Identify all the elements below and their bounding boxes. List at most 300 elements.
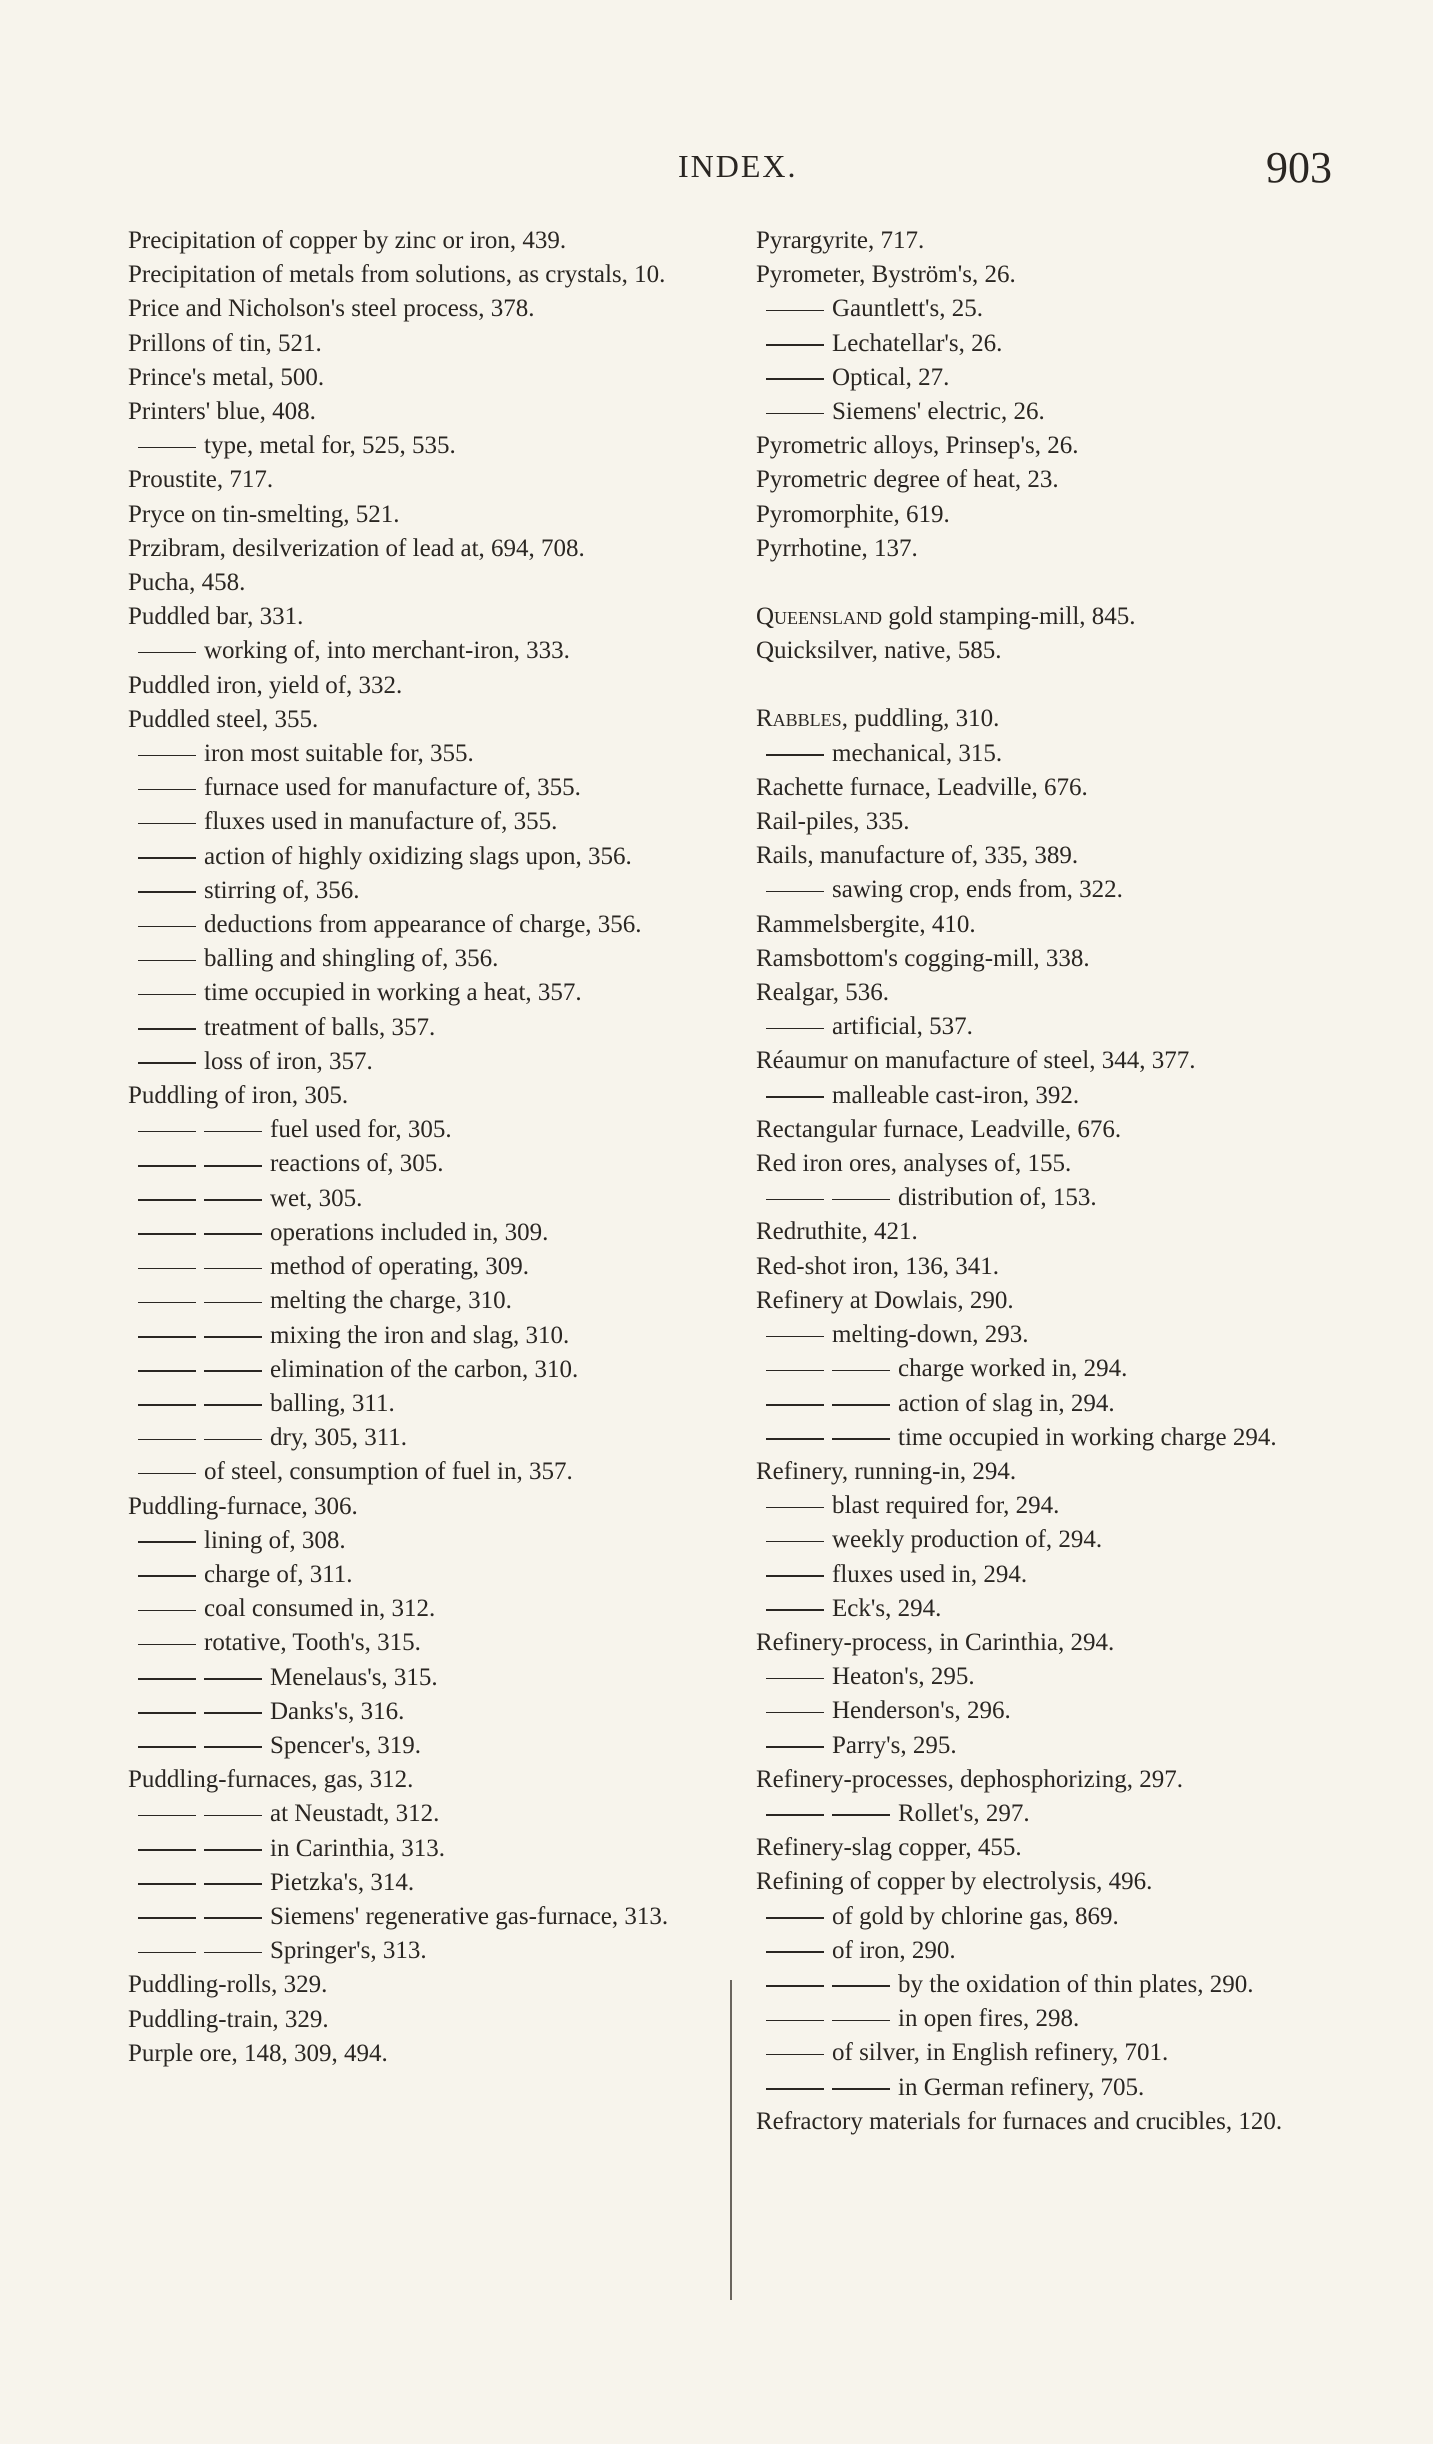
index-entry (128, 1968, 728, 2002)
column-divider (730, 1980, 732, 2300)
ditto-dash (138, 1404, 196, 1406)
section-gap (756, 566, 1336, 600)
index-entry (128, 258, 728, 292)
index-entry (128, 1079, 728, 1113)
ditto-dash (832, 1814, 890, 1816)
ditto-dash (138, 1644, 196, 1646)
entry-text: Proustite, 717. (128, 466, 274, 494)
index-entry (756, 805, 1336, 839)
entry-text: Spencer's, 319. (270, 1731, 422, 1759)
entry-text: Refinery, running-in, 294. (756, 1457, 1017, 1485)
ditto-dash (138, 1439, 196, 1441)
ditto-dash (138, 1575, 196, 1577)
ditto-dash (204, 1712, 262, 1714)
ditto-dash (138, 1473, 196, 1475)
ditto-dash (832, 1985, 890, 1987)
ditto-dash (204, 1678, 262, 1680)
index-subentry (756, 1079, 1336, 1113)
entry-text: Prince's metal, 500. (128, 363, 325, 391)
index-subentry (128, 1011, 728, 1045)
entry-text: mixing the iron and slag, 310. (270, 1321, 570, 1349)
ditto-dash (138, 891, 196, 893)
ditto-dash (766, 1438, 824, 1440)
index-entry (128, 224, 728, 258)
index-entry (756, 429, 1336, 463)
index-subentry (756, 1010, 1336, 1044)
entry-text: Danks's, 316. (270, 1697, 405, 1725)
entry-text: stirring of, 356. (204, 876, 360, 904)
entry-text: Precipitation of metals from solutions, as crystals, 10. (128, 261, 666, 289)
index-entry (756, 600, 1336, 634)
index-entry (756, 1215, 1336, 1249)
section-gap (756, 668, 1336, 702)
ditto-dash (766, 1917, 824, 1919)
ditto-dash (766, 891, 824, 893)
ditto-dash (138, 994, 196, 996)
entry-text: charge of, 311. (204, 1560, 353, 1588)
ditto-dash (766, 1370, 824, 1372)
index-subentry (128, 840, 728, 874)
ditto-dash (138, 1302, 196, 1304)
ditto-dash (766, 1985, 824, 1987)
entry-text: malleable cast-iron, 392. (832, 1081, 1080, 1109)
ditto-dash (138, 1712, 196, 1714)
ditto-dash (138, 1233, 196, 1235)
entry-text: Pyrargyrite, 717. (756, 227, 925, 254)
index-entry (128, 703, 728, 737)
ditto-dash (766, 1096, 824, 1098)
ditto-dash (138, 1028, 196, 1030)
index-subentry (756, 1592, 1336, 1626)
entry-text: Rails, manufacture of, 335, 389. (756, 842, 1079, 870)
index-subentry (756, 1352, 1336, 1386)
ditto-dash (766, 1814, 824, 1816)
index-subentry (128, 1695, 728, 1729)
entry-text: sawing crop, ends from, 322. (832, 876, 1123, 904)
ditto-dash (138, 1062, 196, 1064)
ditto-dash (138, 1952, 196, 1954)
index-entry (128, 292, 728, 326)
entry-text: Pyromorphite, 619. (756, 500, 950, 528)
entry-text: Henderson's, 296. (832, 1697, 1011, 1725)
ditto-dash (138, 823, 196, 825)
index-subentry (128, 1147, 728, 1181)
ditto-dash (204, 1439, 262, 1441)
entry-text: dry, 305, 311. (270, 1424, 408, 1452)
index-subentry (128, 908, 728, 942)
entry-text: action of highly oxidizing slags upon, 356. (204, 842, 632, 870)
index-entry (128, 327, 728, 361)
ditto-dash (138, 447, 196, 449)
entry-text: Siemens' electric, 26. (832, 398, 1045, 426)
index-subentry (756, 1968, 1336, 2002)
index-entry (128, 361, 728, 395)
ditto-dash (832, 2020, 890, 2022)
index-subentry (128, 1387, 728, 1421)
index-entry (756, 1113, 1336, 1147)
ditto-dash (766, 1575, 824, 1577)
ditto-dash (766, 1678, 824, 1680)
index-subentry (128, 1455, 728, 1489)
entry-text: time occupied in working a heat, 357. (204, 979, 582, 1007)
index-subentry (756, 1523, 1336, 1557)
entry-text: type, metal for, 525, 535. (204, 432, 456, 460)
ditto-dash (832, 1370, 890, 1372)
entry-text: Precipitation of copper by zinc or iron, 439. (128, 227, 567, 254)
entry-text: Springer's, 313. (270, 1937, 427, 1965)
ditto-dash (766, 1199, 824, 1201)
ditto-dash (204, 1199, 262, 1201)
index-subentry (128, 1216, 728, 1250)
entry-text: Gauntlett's, 25. (832, 295, 984, 323)
entry-text: Queensland gold stamping-mill, 845. (756, 603, 1136, 631)
index-entry (756, 1455, 1336, 1489)
ditto-dash (204, 1302, 262, 1304)
index-entry (128, 532, 728, 566)
index-entry (756, 771, 1336, 805)
index-entry (128, 1763, 728, 1797)
index-entry (756, 702, 1336, 736)
entry-text: Przibram, desilverization of lead at, 694, 708. (128, 534, 585, 562)
index-entry (756, 1626, 1336, 1660)
ditto-dash (138, 1678, 196, 1680)
page-header (0, 138, 1433, 198)
entry-text: Puddled steel, 355. (128, 705, 319, 733)
entry-text: Ramsbottom's cogging-mill, 338. (756, 944, 1090, 972)
ditto-dash (138, 652, 196, 654)
ditto-dash (138, 926, 196, 928)
ditto-dash (832, 1438, 890, 1440)
ditto-dash (766, 2020, 824, 2022)
index-subentry (128, 976, 728, 1010)
entry-text: Eck's, 294. (832, 1594, 942, 1622)
entry-text: furnace used for manufacture of, 355. (204, 774, 581, 802)
ditto-dash (204, 1917, 262, 1919)
index-subentry (756, 292, 1336, 326)
ditto-dash (138, 1849, 196, 1851)
index-subentry (756, 327, 1336, 361)
index-subentry (128, 1421, 728, 1455)
entry-text: elimination of the carbon, 310. (270, 1355, 579, 1383)
ditto-dash (138, 1131, 196, 1133)
index-entry (756, 1865, 1336, 1899)
index-subentry (128, 1934, 728, 1968)
entry-text: of gold by chlorine gas, 869. (832, 1902, 1119, 1930)
index-subentry (128, 1900, 728, 1934)
index-subentry (128, 1182, 728, 1216)
index-subentry (756, 1489, 1336, 1523)
entry-text: Realgar, 536. (756, 979, 889, 1007)
entry-text: lining of, 308. (204, 1526, 346, 1554)
index-subentry (756, 1934, 1336, 1968)
ditto-dash (138, 1883, 196, 1885)
ditto-dash (766, 2088, 824, 2090)
entry-text: iron most suitable for, 355. (204, 740, 474, 768)
entry-text: Puddling-furnaces, gas, 312. (128, 1766, 414, 1794)
index-subentry (756, 1900, 1336, 1934)
entry-text: Puddled iron, yield of, 332. (128, 671, 403, 699)
entry-text: Rail-piles, 335. (756, 808, 910, 836)
entry-text: Puddled bar, 331. (128, 603, 304, 631)
ditto-dash (138, 960, 196, 962)
entry-text: fuel used for, 305. (270, 1116, 452, 1144)
ditto-dash (832, 2088, 890, 2090)
ditto-dash (766, 754, 824, 756)
ditto-dash (138, 1746, 196, 1748)
entry-text: fluxes used in manufacture of, 355. (204, 808, 558, 836)
entry-text: of silver, in English refinery, 701. (832, 2039, 1169, 2067)
page-title: INDEX. (678, 148, 798, 184)
entry-text: Red iron ores, analyses of, 155. (756, 1150, 1072, 1178)
index-subentry (756, 873, 1336, 907)
ditto-dash (138, 1610, 196, 1612)
entry-text: coal consumed in, 312. (204, 1595, 436, 1623)
ditto-dash (138, 857, 196, 859)
entry-text: Prillons of tin, 521. (128, 329, 322, 357)
index-subentry (128, 1661, 728, 1695)
entry-text: Purple ore, 148, 309, 494. (128, 2039, 388, 2067)
index-entry (756, 1147, 1336, 1181)
ditto-dash (204, 1165, 262, 1167)
index-column-left (128, 224, 728, 2071)
entry-text: Rachette furnace, Leadville, 676. (756, 773, 1088, 801)
index-subentry (756, 1797, 1336, 1831)
index-subentry (128, 737, 728, 771)
index-entry (756, 1831, 1336, 1865)
index-subentry (128, 1866, 728, 1900)
ditto-dash (138, 789, 196, 791)
ditto-dash (766, 1507, 824, 1509)
ditto-dash (832, 1199, 890, 1201)
index-subentry (756, 1660, 1336, 1694)
index-entry (756, 1284, 1336, 1318)
index-subentry (128, 429, 728, 463)
index-entry (756, 634, 1336, 668)
index-subentry (128, 634, 728, 668)
entry-text: Pucha, 458. (128, 569, 246, 597)
index-subentry (128, 1045, 728, 1079)
ditto-dash (766, 1746, 824, 1748)
entry-text: in Carinthia, 313. (270, 1834, 445, 1862)
ditto-dash (138, 1199, 196, 1201)
index-subentry (128, 1284, 728, 1318)
entry-text: action of slag in, 294. (898, 1389, 1115, 1417)
index-subentry (128, 942, 728, 976)
entry-text: melting-down, 293. (832, 1321, 1029, 1349)
index-subentry (756, 2036, 1336, 2070)
index-column-right (756, 224, 1336, 2139)
page-number: 903 (1266, 143, 1332, 192)
entry-text: Puddling-furnace, 306. (128, 1492, 358, 1520)
entry-text: Rollet's, 297. (898, 1799, 1030, 1827)
entry-text: of steel, consumption of fuel in, 357. (204, 1458, 573, 1486)
index-subentry (128, 1353, 728, 1387)
entry-text: deductions from appearance of charge, 356. (204, 911, 642, 939)
entry-text: loss of iron, 357. (204, 1047, 373, 1075)
ditto-dash (204, 1815, 262, 1817)
entry-text: Pyrometric alloys, Prinsep's, 26. (756, 432, 1079, 460)
entry-text: Refinery-process, in Carinthia, 294. (756, 1628, 1115, 1656)
index-subentry (128, 1626, 728, 1660)
entry-text: mechanical, 315. (832, 739, 1003, 767)
entry-text: treatment of balls, 357. (204, 1013, 436, 1041)
entry-text: Refining of copper by electrolysis, 496. (756, 1868, 1153, 1896)
ditto-dash (766, 413, 824, 415)
index-subentry (756, 1387, 1336, 1421)
ditto-dash (766, 2054, 824, 2056)
entry-text: Rammelsbergite, 410. (756, 910, 976, 938)
index-subentry (756, 1421, 1336, 1455)
ditto-dash (204, 1883, 262, 1885)
entry-text: Parry's, 295. (832, 1731, 957, 1759)
index-entry (128, 395, 728, 429)
ditto-dash (766, 1404, 824, 1406)
entry-text: Optical, 27. (832, 363, 950, 391)
ditto-dash (204, 1849, 262, 1851)
index-subentry (756, 2071, 1336, 2105)
index-entry (756, 976, 1336, 1010)
entry-text: balling, 311. (270, 1389, 395, 1417)
index-entry (128, 1490, 728, 1524)
index-subentry (756, 395, 1336, 429)
ditto-dash (204, 1370, 262, 1372)
entry-text: in German refinery, 705. (898, 2073, 1145, 2101)
index-subentry (128, 1250, 728, 1284)
entry-text: Puddling-train, 329. (128, 2005, 329, 2033)
entry-text: blast required for, 294. (832, 1492, 1060, 1520)
entry-text: Heaton's, 295. (832, 1663, 975, 1691)
index-subentry (756, 1558, 1336, 1592)
ditto-dash (204, 1952, 262, 1954)
index-subentry (128, 1113, 728, 1147)
entry-text: Red-shot iron, 136, 341. (756, 1252, 1000, 1280)
entry-text: reactions of, 305. (270, 1150, 444, 1178)
entry-text: balling and shingling of, 356. (204, 945, 499, 973)
entry-text: Quicksilver, native, 585. (756, 637, 1002, 665)
index-subentry (128, 771, 728, 805)
index-subentry (128, 805, 728, 839)
entry-text: artificial, 537. (832, 1013, 973, 1041)
index-entry (756, 463, 1336, 497)
ditto-dash (766, 378, 824, 380)
entry-text: working of, into merchant-iron, 333. (204, 637, 570, 665)
entry-text: melting the charge, 310. (270, 1287, 512, 1315)
entry-text: by the oxidation of thin plates, 290. (898, 1970, 1254, 1998)
index-entry (756, 258, 1336, 292)
ditto-dash (766, 1951, 824, 1953)
index-entry (756, 908, 1336, 942)
ditto-dash (766, 1541, 824, 1543)
index-entry (128, 669, 728, 703)
entry-text: Pietzka's, 314. (270, 1868, 415, 1896)
index-entry (756, 224, 1336, 258)
entry-text: Réaumur on manufacture of steel, 344, 377. (756, 1047, 1196, 1075)
entry-text: Menelaus's, 315. (270, 1663, 438, 1691)
index-entry (128, 498, 728, 532)
ditto-dash (766, 1336, 824, 1338)
entry-text: Pyrrhotine, 137. (756, 534, 918, 562)
ditto-dash (204, 1131, 262, 1133)
index-subentry (128, 1797, 728, 1831)
entry-text: in open fires, 298. (898, 2005, 1080, 2033)
index-entry (756, 498, 1336, 532)
entry-text: of iron, 290. (832, 1936, 956, 1964)
index-subentry (756, 1318, 1336, 1352)
ditto-dash (138, 755, 196, 757)
ditto-dash (204, 1233, 262, 1235)
entry-text: Rabbles, puddling, 310. (756, 705, 1000, 733)
ditto-dash (204, 1336, 262, 1338)
index-subentry (756, 1729, 1336, 1763)
index-entry (128, 2037, 728, 2071)
ditto-dash (766, 1028, 824, 1030)
index-entry (756, 839, 1336, 873)
ditto-dash (138, 1541, 196, 1543)
entry-text: rotative, Tooth's, 315. (204, 1629, 421, 1657)
entry-text: operations included in, 309. (270, 1218, 549, 1246)
index-entry (128, 566, 728, 600)
entry-text: fluxes used in, 294. (832, 1560, 1028, 1588)
index-entry (128, 463, 728, 497)
entry-text: Price and Nicholson's steel process, 378. (128, 295, 535, 323)
entry-text: Printers' blue, 408. (128, 398, 316, 426)
ditto-dash (138, 1268, 196, 1270)
entry-text: Siemens' regenerative gas-furnace, 313. (270, 1902, 669, 1930)
index-entry (756, 1044, 1336, 1078)
index-entry (756, 942, 1336, 976)
ditto-dash (766, 310, 824, 312)
entry-text: Rectangular furnace, Leadville, 676. (756, 1115, 1122, 1143)
index-entry (756, 2105, 1336, 2139)
ditto-dash (138, 1165, 196, 1167)
entry-text: Puddling of iron, 305. (128, 1082, 349, 1110)
index-subentry (756, 2002, 1336, 2036)
entry-text: distribution of, 153. (898, 1184, 1097, 1212)
index-entry (128, 600, 728, 634)
entry-text: wet, 305. (270, 1184, 363, 1212)
entry-text: Pyrometric degree of heat, 23. (756, 466, 1059, 494)
index-subentry (128, 1592, 728, 1626)
index-entry (756, 532, 1336, 566)
ditto-dash (766, 344, 824, 346)
ditto-dash (832, 1404, 890, 1406)
index-subentry (128, 1558, 728, 1592)
ditto-dash (138, 1917, 196, 1919)
index-subentry (128, 1729, 728, 1763)
index-subentry (128, 1524, 728, 1558)
entry-text: weekly production of, 294. (832, 1526, 1103, 1554)
entry-text: Refinery-processes, dephosphorizing, 297. (756, 1765, 1183, 1793)
ditto-dash (138, 1370, 196, 1372)
ditto-dash (766, 1712, 824, 1714)
entry-text: method of operating, 309. (270, 1253, 529, 1281)
ditto-dash (766, 1609, 824, 1611)
entry-text: time occupied in working charge 294. (898, 1423, 1277, 1451)
index-subentry (128, 1319, 728, 1353)
ditto-dash (204, 1404, 262, 1406)
entry-text: Pryce on tin-smelting, 521. (128, 500, 400, 528)
index-subentry (756, 737, 1336, 771)
entry-text: Refinery at Dowlais, 290. (756, 1286, 1014, 1314)
index-subentry (756, 1694, 1336, 1728)
entry-text: Lechatellar's, 26. (832, 329, 1003, 357)
index-entry (756, 1763, 1336, 1797)
ditto-dash (204, 1746, 262, 1748)
index-entry (756, 1250, 1336, 1284)
entry-text: Redruthite, 421. (756, 1218, 918, 1246)
index-subentry (756, 1181, 1336, 1215)
index-subentry (756, 361, 1336, 395)
